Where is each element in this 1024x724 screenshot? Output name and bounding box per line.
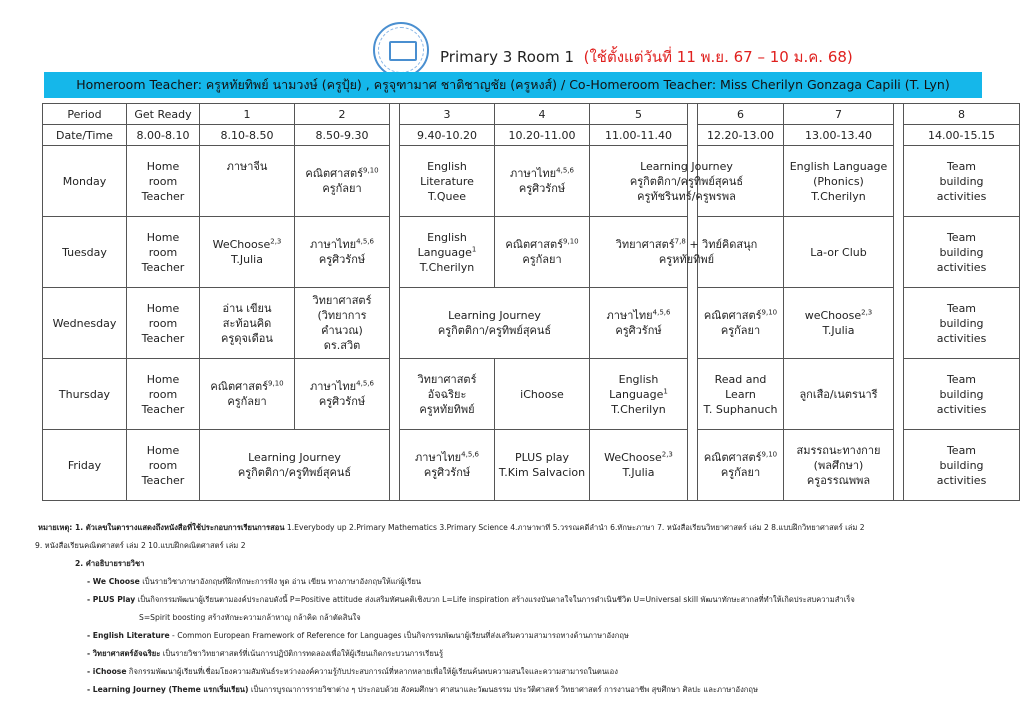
note-1-cont: 9. หนังสือเรียนคณิตศาสตร์ เล่ม 2 10.แบบฝึกคณิตศาสตร์ เล่ม 2 bbox=[35, 541, 246, 550]
timetable bbox=[42, 103, 1020, 501]
class-cell: คณิตศาสตร์$^{9,10}$ ครูกัลยา bbox=[295, 146, 390, 217]
wednesday-row bbox=[43, 288, 1020, 359]
class-cell: Learning Journey ครูกิตติกา/ครูทิพย์สุคนธ์ bbox=[200, 430, 390, 501]
period-cell: 2 bbox=[295, 104, 390, 125]
note-science: - วิทยาศาสตร์อัจฉริยะ เป็นรายวิชาวิทยาศาสตร์ที่เน้นการปฏิบัติการทดลองเพื่อให้ผู้เรียนเกิดกระบวนการเรียนรู้ bbox=[87, 649, 444, 658]
time-cell: 13.00-13.40 bbox=[784, 125, 894, 146]
time-cell: 8.50-9.30 bbox=[295, 125, 390, 146]
class-cell: วิทยาศาสตร์ อัจฉริยะ ครูหทัยทิพย์ bbox=[400, 359, 495, 430]
time-cell: 10.20-11.00 bbox=[495, 125, 590, 146]
homeroom-cell: Home room Teacher bbox=[127, 288, 200, 359]
class-cell: Team building activities bbox=[904, 217, 1020, 288]
class-cell: ภาษาไทย$^{4,5,6}$ ครูศิวรักษ์ bbox=[295, 359, 390, 430]
class-cell: ภาษาจีน bbox=[200, 146, 295, 217]
note-plusplay-cont: S=Spirit boosting สร้างทักษะความกล้าหาญ กล้าคิด กล้าตัดสินใจ bbox=[139, 613, 361, 622]
note-english-literature: - English Literature - Common European Framework of Reference for Languages เป็นกิจกรรมพัฒนาผู้เรียนที่ส่งเสริมความสามารถทางด้านภาษาอังกฤษ bbox=[87, 631, 629, 640]
time-cell: 8.00-8.10 bbox=[127, 125, 200, 146]
class-cell: คณิตศาสตร์$^{9,10}$ ครูกัลยา bbox=[698, 430, 784, 501]
class-cell: ลูกเสือ/เนตรนารี bbox=[784, 359, 894, 430]
period-row bbox=[43, 104, 1020, 125]
class-cell: iChoose bbox=[495, 359, 590, 430]
class-cell: Learning Journey ครูกิตติกา/ครูทิพย์สุคนธ์ bbox=[400, 288, 590, 359]
class-cell: ภาษาไทย$^{4,5,6}$ ครูศิวรักษ์ bbox=[400, 430, 495, 501]
period-label: Period bbox=[43, 104, 127, 125]
class-cell: คณิตศาสตร์$^{9,10}$ ครูกัลยา bbox=[495, 217, 590, 288]
school-logo bbox=[373, 22, 429, 78]
class-cell: ภาษาไทย$^{4,5,6}$ ครูศิวรักษ์ bbox=[590, 288, 688, 359]
class-cell: วิทยาศาสตร์ (วิทยาการคำนวณ) ดร.สวิต bbox=[295, 288, 390, 359]
time-row bbox=[43, 125, 1020, 146]
homeroom-cell: Home room Teacher bbox=[127, 146, 200, 217]
note-1: หมายเหตุ: 1. ตัวเลขในตารางแสดงถึงหนังสือที่ใช้ประกอบการเรียนการสอน 1.Everybody up 2.Primary Mathematics 3.Primary Science 4.ภาษาพาที 5.วรรณคดีลำนำ 6.ทักษะภาษา 7. หนังสือเรียนวิทยาศาสตร์ เล่ม 2 8.แบบฝึกวิทยาศาสตร์ เล่ม 2 bbox=[38, 523, 865, 532]
time-cell: 14.00-15.15 bbox=[904, 125, 1020, 146]
period-cell: 4 bbox=[495, 104, 590, 125]
page-title: Primary 3 Room 1 (ใช้ตั้งแต่วันที่ 11 พ.ย. 67 – 10 ม.ค. 68) bbox=[440, 48, 853, 66]
class-cell: คณิตศาสตร์$^{9,10}$ ครูกัลยา bbox=[698, 288, 784, 359]
note-plusplay: - PLUS Play เป็นกิจกรรมพัฒนาผู้เรียนตามองค์ประกอบดังนี้ P=Positive attitude ส่งเสริมทัศนคติเชิงบวก L=Life inspiration สร้างแรงบันดาลใจในการดำเนินชีวิต U=Universal skill พัฒนาทักษะสากลที่ทำให้เกิดประสบความสำเร็จ bbox=[87, 595, 855, 604]
day-label: Thursday bbox=[43, 359, 127, 430]
friday-row bbox=[43, 430, 1020, 501]
day-label: Tuesday bbox=[43, 217, 127, 288]
homeroom-bar: Homeroom Teacher: ครูหทัยทิพย์ นามวงษ์ (ครูปุ้ย) , ครูจุฑามาศ ชาติชาญชัย (ครูหงส์) / Co-Homeroom Teacher: Miss Cherilyn Gonzaga Capili (T. Lyn) bbox=[44, 72, 982, 98]
class-cell: English Language (Phonics) T.Cherilyn bbox=[784, 146, 894, 217]
class-cell: PLUS play T.Kim Salvacion bbox=[495, 430, 590, 501]
class-cell: ภาษาไทย$^{4,5,6}$ ครูศิวรักษ์ bbox=[495, 146, 590, 217]
day-label: Wednesday bbox=[43, 288, 127, 359]
period-cell: 7 bbox=[784, 104, 894, 125]
class-cell: Team building activities bbox=[904, 146, 1020, 217]
period-cell: 1 bbox=[200, 104, 295, 125]
note-2-heading: 2. คำอธิบายรายวิชา bbox=[75, 559, 145, 568]
datetime-label: Date/Time bbox=[43, 125, 127, 146]
class-cell: Team building activities bbox=[904, 430, 1020, 501]
class-cell: วิทยาศาสตร์$^{7,8}$ + วิทย์คิดสนุก ครูหทัยทิพย์ bbox=[590, 217, 784, 288]
class-cell: Team building activities bbox=[904, 359, 1020, 430]
class-cell: Learning Journey ครูกิตติกา/ครูทิพย์สุคนธ์ ครูทัชรินทร์/ครูพรพล bbox=[590, 146, 784, 217]
class-cell: คณิตศาสตร์$^{9,10}$ ครูกัลยา bbox=[200, 359, 295, 430]
tuesday-row bbox=[43, 217, 1020, 288]
day-label: Friday bbox=[43, 430, 127, 501]
time-cell: 11.00-11.40 bbox=[590, 125, 688, 146]
break-gap bbox=[894, 104, 904, 501]
note-ichoose: - iChoose กิจกรรมพัฒนาผู้เรียนที่เชื่อมโยงความสัมพันธ์ระหว่างองค์ความรู้กับประสบการณ์ที่หลากหลายเพื่อให้ผู้เรียนค้นพบความสนใจและความสามารถในตนเอง bbox=[87, 667, 618, 676]
class-cell: Team building activities bbox=[904, 288, 1020, 359]
monday-row bbox=[43, 146, 1020, 217]
period-cell: 5 bbox=[590, 104, 688, 125]
class-cell: English Language$^1$ T.Cherilyn bbox=[590, 359, 688, 430]
note-wechoose: - We Choose เป็นรายวิชาภาษาอังกฤษที่ฝึกทักษะการฟัง พูด อ่าน เขียน ทางภาษาอังกฤษให้แก่ผู้เรียน bbox=[87, 577, 422, 586]
class-cell: WeChoose$^{2,3}$ T.Julia bbox=[200, 217, 295, 288]
class-cell: La-or Club bbox=[784, 217, 894, 288]
homeroom-cell: Home room Teacher bbox=[127, 430, 200, 501]
homeroom-cell: Home room Teacher bbox=[127, 217, 200, 288]
class-cell: อ่าน เขียน สะท้อนคิด ครูดุจเดือน bbox=[200, 288, 295, 359]
period-cell: 3 bbox=[400, 104, 495, 125]
class-cell: English Literature T.Quee bbox=[400, 146, 495, 217]
class-cell: weChoose$^{2,3}$ T.Julia bbox=[784, 288, 894, 359]
time-cell: 12.20-13.00 bbox=[698, 125, 784, 146]
note-learning-journey: - Learning Journey (Theme แรกเริ่มเรียน) เป็นการบูรณาการรายวิชาต่าง ๆ ประกอบด้วย สังคมศึกษา ศาสนาและวัฒนธรรม ประวัติศาสตร์ วิทยาศาสตร์ การงานอาชีพ สุขศึกษา ศิลปะ และภาษาอังกฤษ bbox=[87, 685, 759, 694]
class-cell: WeChoose$^{2,3}$ T.Julia bbox=[590, 430, 688, 501]
thursday-row bbox=[43, 359, 1020, 430]
time-cell: 8.10-8.50 bbox=[200, 125, 295, 146]
period-cell: Get Ready bbox=[127, 104, 200, 125]
period-cell: 8 bbox=[904, 104, 1020, 125]
class-cell: ภาษาไทย$^{4,5,6}$ ครูศิวรักษ์ bbox=[295, 217, 390, 288]
day-label: Monday bbox=[43, 146, 127, 217]
time-cell: 9.40-10.20 bbox=[400, 125, 495, 146]
homeroom-cell: Home room Teacher bbox=[127, 359, 200, 430]
class-cell: สมรรถนะทางกาย (พลศึกษา) ครูอรรณพพล bbox=[784, 430, 894, 501]
class-cell: English Language$^1$ T.Cherilyn bbox=[400, 217, 495, 288]
class-cell: Read and Learn T. Suphanuch bbox=[698, 359, 784, 430]
period-cell: 6 bbox=[698, 104, 784, 125]
break-gap bbox=[390, 104, 400, 501]
date-range: (ใช้ตั้งแต่วันที่ 11 พ.ย. 67 – 10 ม.ค. 68) bbox=[583, 48, 853, 66]
